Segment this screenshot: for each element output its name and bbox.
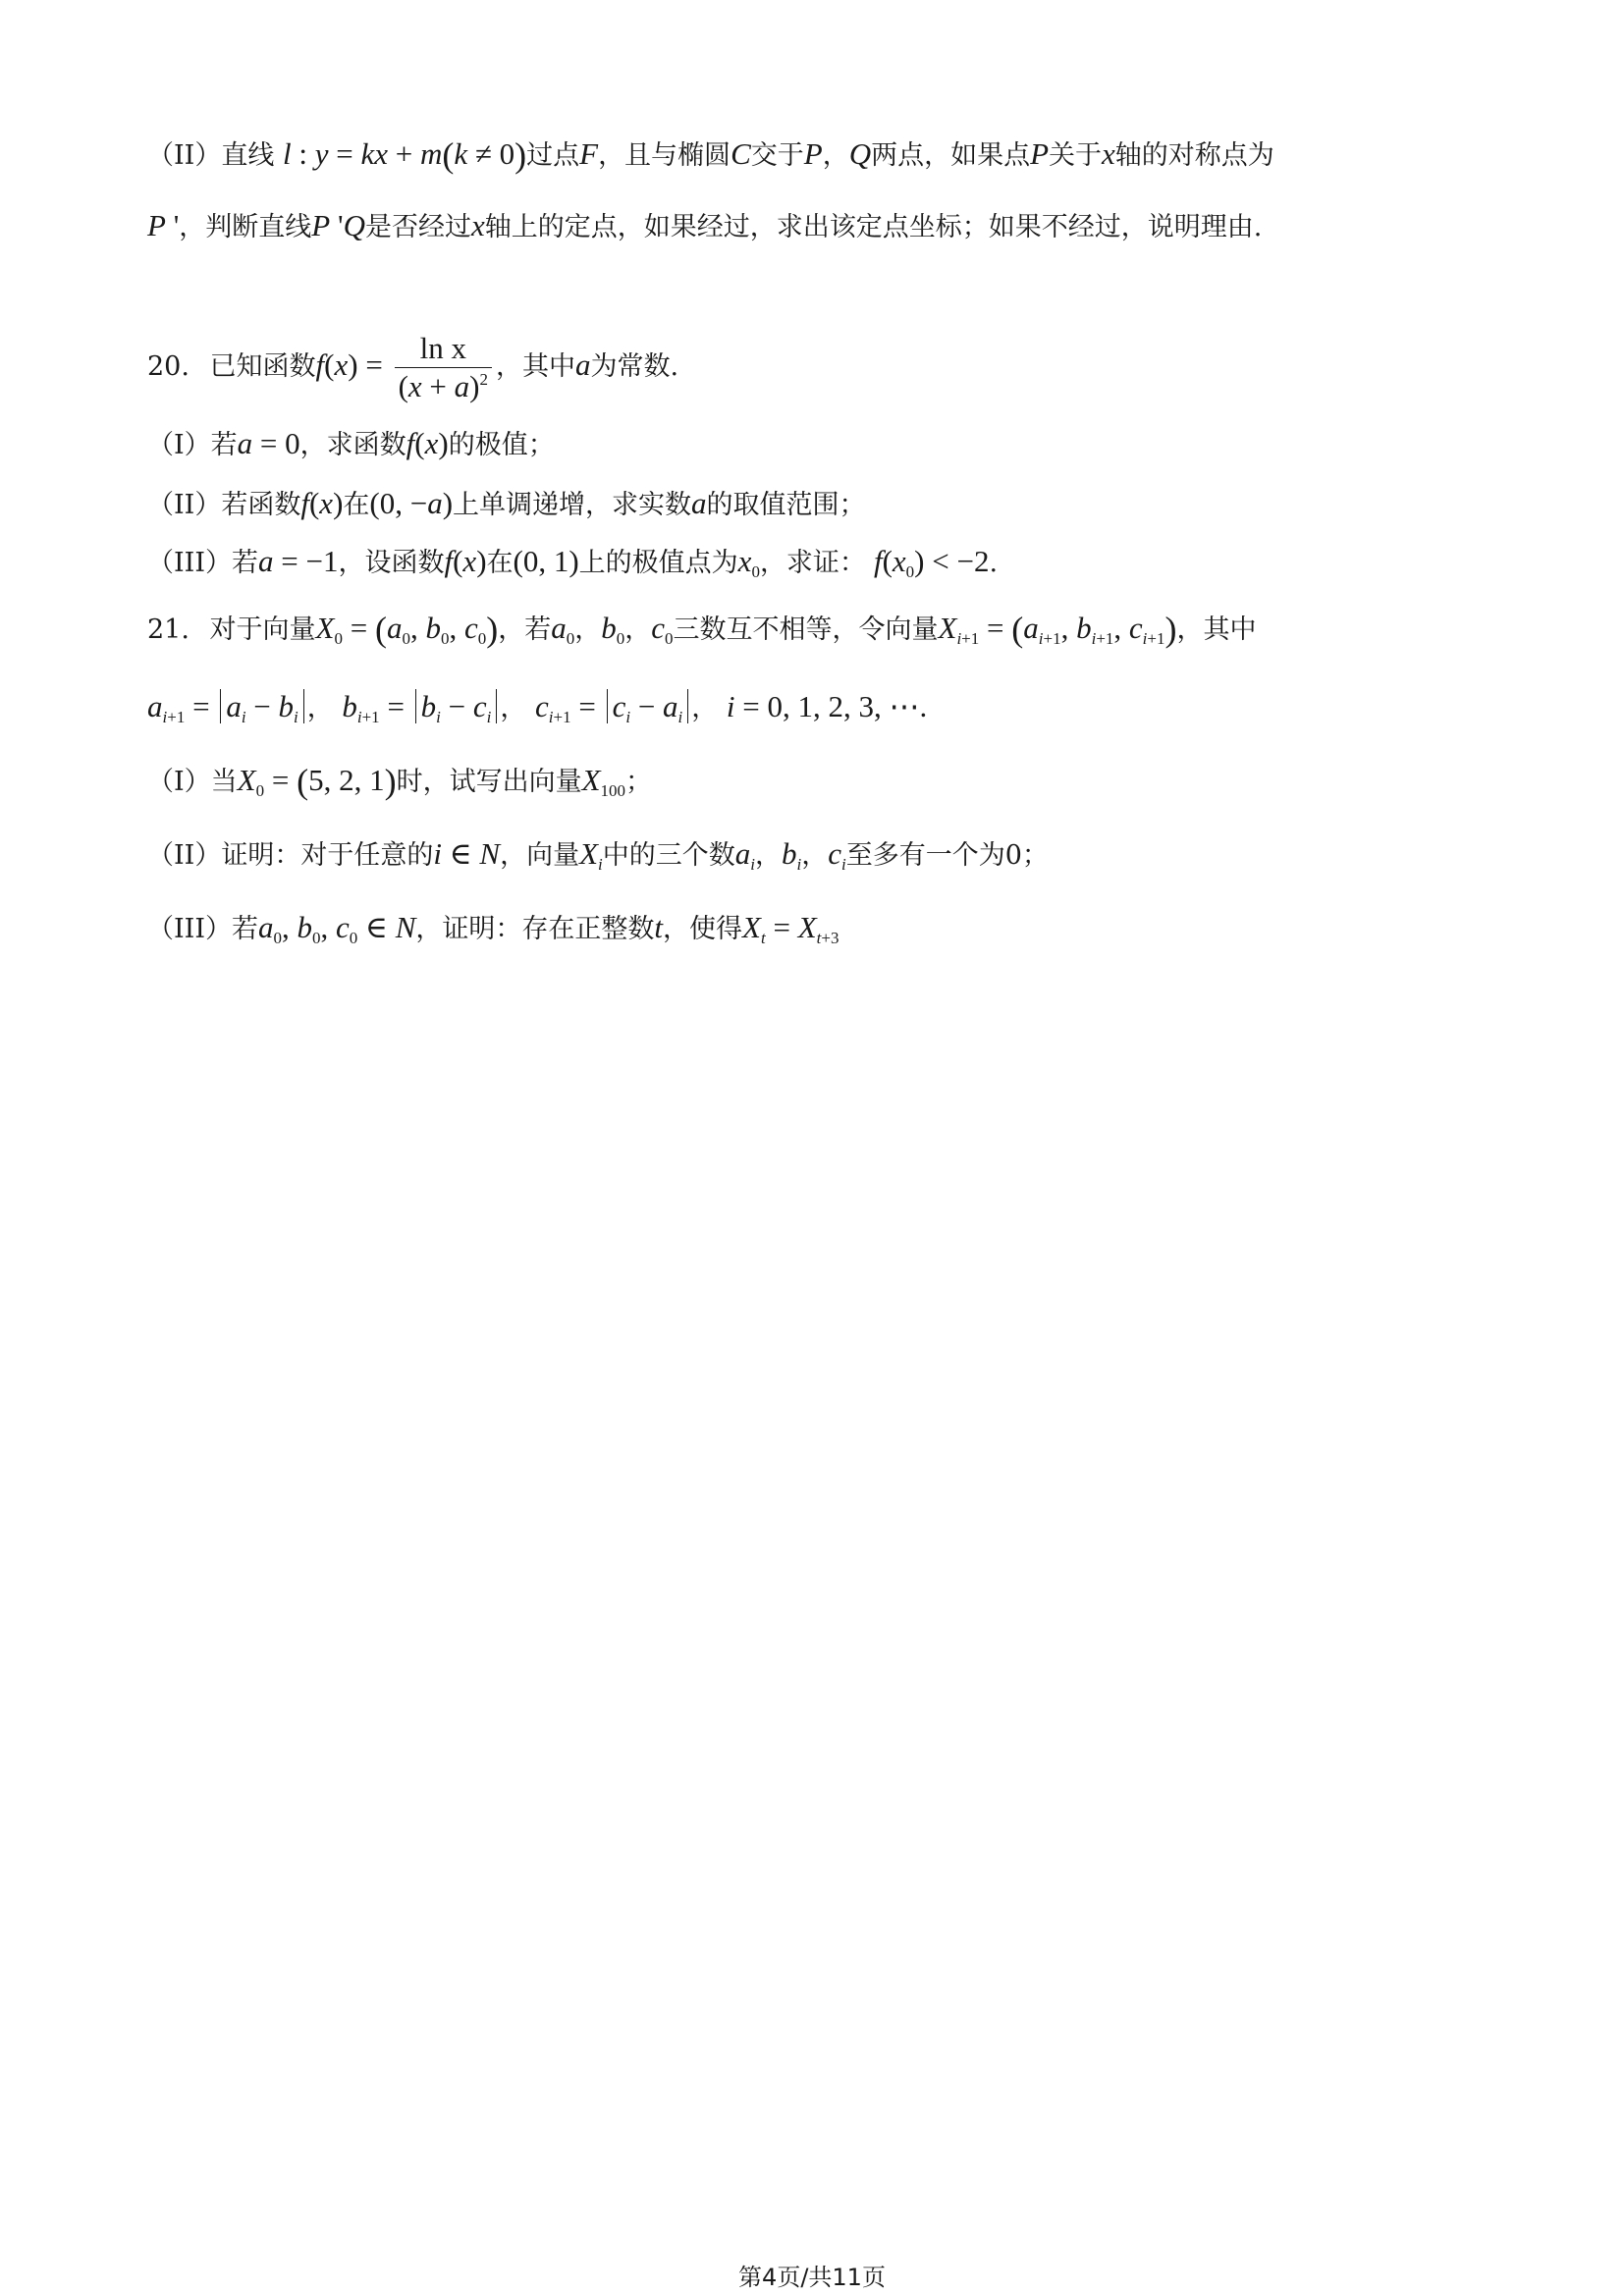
- text: ，设函数: [338, 548, 445, 578]
- text: ，其中: [495, 351, 575, 382]
- text: 若: [232, 914, 258, 944]
- text: ，: [624, 614, 652, 645]
- text: ，求函数: [299, 430, 406, 460]
- function-f: f(x): [444, 544, 487, 578]
- a0b0c0-in-N: $a_0$, $b_0$, $c_0$ ∈ N: [258, 910, 416, 947]
- text: ，: [755, 840, 783, 871]
- text: 的极值；: [448, 430, 555, 460]
- function-f: f(x): [300, 486, 344, 520]
- q20-part2: [147, 484, 866, 525]
- c0: $c_0$: [651, 611, 674, 648]
- text: ，判断直线: [179, 212, 312, 242]
- page-footer: 第4页/共11页: [738, 2264, 886, 2291]
- text: 上单调递增，求实数: [453, 490, 692, 520]
- function-f: f(x): [406, 426, 449, 460]
- q20-part1: [147, 424, 555, 465]
- recurrence-a: $a_{i+1} = a_i - b_i$: [147, 689, 307, 723]
- text: ，使得: [663, 914, 743, 944]
- text: ，: [822, 140, 849, 171]
- text: ，: [306, 693, 334, 723]
- Xi: $X_i$: [579, 836, 603, 874]
- text: 是否经过: [364, 212, 471, 242]
- text: ，向量: [500, 840, 580, 871]
- text: 轴的对称点为: [1114, 140, 1274, 171]
- condition: a = 0: [237, 426, 300, 460]
- text: 若: [210, 430, 238, 460]
- var-t: t: [654, 910, 664, 944]
- point-F: F: [579, 136, 599, 171]
- text: 轴上的定点，如果经过，求出该定点坐标；如果不经过，说明理由.: [484, 212, 1263, 242]
- recurrence-b: $b_{i+1} = b_i - c_i$: [342, 689, 500, 723]
- text: 若函数: [221, 490, 301, 520]
- question-number: 21.: [147, 614, 189, 645]
- q21-stem-line1: [147, 609, 1257, 650]
- a0: $a_0$: [551, 611, 575, 648]
- q20-part3: [147, 542, 998, 583]
- inequality: $f(x_0) < -2$: [873, 544, 990, 581]
- point-P: P: [1030, 136, 1050, 171]
- text: ，: [500, 693, 527, 723]
- recurrence-c: $c_{i+1} = c_i - a_i$: [535, 689, 691, 723]
- interval: (0, 1): [513, 544, 579, 578]
- text: ，证明：存在正整数: [415, 914, 655, 944]
- text: 两点，如果点: [871, 140, 1031, 171]
- i-in-N: i ∈ N: [433, 836, 501, 871]
- numerator: ln x: [395, 332, 492, 368]
- q20-stem: [147, 329, 678, 403]
- periodicity: $X_t = X_{t+3}$: [742, 910, 839, 947]
- point-P: P: [803, 136, 823, 171]
- index-range: i = 0, 1, 2, 3, ⋯.: [726, 689, 928, 723]
- text: 交于: [750, 140, 804, 171]
- q21-part2: [147, 834, 1049, 876]
- text: ，求证：: [759, 548, 866, 578]
- text: 已知函数: [209, 351, 316, 382]
- text: 当: [210, 767, 238, 797]
- X0-value: $X_0 = (5$, 2, 1): [237, 762, 397, 801]
- text: ，其中: [1176, 614, 1257, 645]
- text: 证明：对于任意的: [221, 840, 434, 871]
- fraction: [395, 332, 492, 403]
- denominator: $(x + a)^2$: [398, 369, 488, 404]
- X100: $X_{100}$: [581, 763, 626, 800]
- interval: (0, −a): [369, 486, 454, 520]
- text: .: [989, 548, 999, 578]
- text: ；: [625, 767, 653, 797]
- part-label: （III）: [147, 914, 232, 944]
- var-x: x: [470, 208, 485, 242]
- text: ，且与椭圆: [598, 140, 731, 171]
- text: 若: [232, 548, 258, 578]
- text: 中的三个数: [602, 840, 735, 871]
- text: 在: [343, 490, 370, 520]
- text: 直线: [221, 140, 275, 171]
- ellipse-C: C: [731, 136, 751, 171]
- bi: $b_i$: [782, 836, 802, 874]
- text: 时，试写出向量: [396, 767, 582, 797]
- text: 上的极值点为: [578, 548, 738, 578]
- point-P-prime: P ': [147, 208, 180, 242]
- part-label: （II）: [147, 490, 222, 520]
- var-a: a: [574, 347, 591, 382]
- text: ，若: [498, 614, 552, 645]
- text: 对于向量: [209, 614, 316, 645]
- text: 过点: [526, 140, 580, 171]
- part-label: （II）: [147, 140, 222, 171]
- var-a: a: [691, 486, 707, 520]
- text: ，: [801, 840, 829, 871]
- ai: $a_i$: [734, 836, 756, 874]
- q21-part3: [147, 908, 839, 949]
- q21-stem-line2: [147, 687, 927, 728]
- text: ，: [691, 693, 719, 723]
- part-label: （I）: [147, 767, 211, 797]
- condition: a = −1: [258, 544, 339, 578]
- text: ，: [574, 614, 602, 645]
- vector-X-next: $X_{i+1} = (a_{i+1}$, $b_{i+1}$, $c_{i+1}$): [938, 610, 1177, 649]
- part-label: （I）: [147, 430, 211, 460]
- b0: $b_0$: [601, 611, 625, 648]
- line-equation: l : y = kx + m(k ≠ 0): [282, 135, 527, 175]
- point-Q: Q: [848, 136, 872, 171]
- x0: $x_0$: [737, 544, 760, 581]
- q21-part1: [147, 761, 652, 802]
- q19-part2-line1: [147, 134, 1274, 176]
- q19-part2-line2: [147, 206, 1262, 247]
- text: 关于: [1049, 140, 1103, 171]
- vector-X0: $X_0 = (a_0$, $b_0$, $c_0$): [315, 610, 499, 649]
- text: 的取值范围；: [706, 490, 866, 520]
- text: 三数互不相等，令向量: [673, 614, 939, 645]
- var-x: x: [1102, 136, 1115, 171]
- text: 在: [486, 548, 514, 578]
- function-def: f(x) = $\frac{\text{ln x}}{(x + a)^2}$: [316, 347, 496, 382]
- text: 至多有一个为0；: [845, 840, 1049, 871]
- question-number: 20.: [147, 351, 189, 382]
- line-PQ: P 'Q: [311, 208, 365, 242]
- text: 为常数.: [590, 351, 679, 382]
- part-label: （II）: [147, 840, 222, 871]
- part-label: （III）: [147, 548, 232, 578]
- ci: $c_i$: [828, 836, 846, 874]
